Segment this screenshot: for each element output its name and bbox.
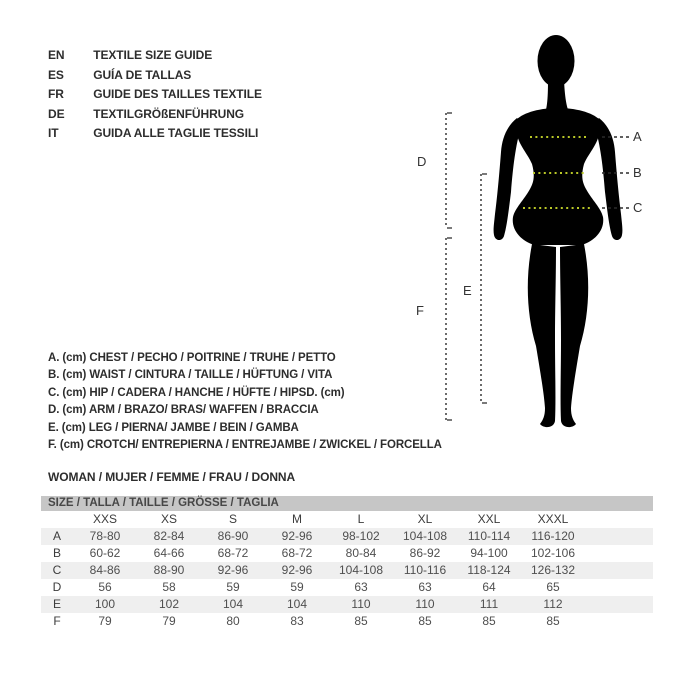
language-code: FR [48, 87, 64, 102]
table-cell: 102 [158, 597, 180, 611]
table-cell: 64 [482, 580, 496, 594]
table-cell: 68-72 [281, 546, 313, 560]
gender-heading: WOMAN / MUJER / FEMME / FRAU / DONNA [48, 470, 296, 484]
filler-cell [585, 613, 653, 630]
table-cell: 78-80 [89, 529, 121, 543]
table-row [41, 528, 653, 545]
table-cell: 85 [482, 614, 496, 628]
table-cell: 68-72 [217, 546, 249, 560]
size-table [41, 511, 653, 630]
filler-cell [585, 511, 653, 528]
arm-marker-label: D [417, 154, 427, 169]
table-cell: 94-100 [470, 546, 508, 560]
measurement-definition-arm: D. (cm) ARM / BRAZO/ BRAS/ WAFFEN / BRACCIA [48, 404, 319, 417]
language-title-block [48, 46, 262, 144]
table-cell: 80-84 [345, 546, 377, 560]
language-title: TEXTILE SIZE GUIDE [93, 48, 213, 62]
table-cell: 80 [226, 614, 240, 628]
table-cell: 82-84 [153, 529, 185, 543]
size-table-header-label: SIZE / TALLA / TAILLE / GRÖSSE / TAGLIA [48, 497, 279, 509]
table-cell: 92-96 [281, 529, 313, 543]
filler-cell [585, 545, 653, 562]
table-cell: 88-90 [153, 563, 185, 577]
filler-cell [585, 596, 653, 613]
measurement-definition-chest: A. (cm) CHEST / PECHO / POITRINE / TRUHE / PETTO [48, 352, 336, 364]
language-title: TEXTILGRÖßENFÜHRUNG [93, 106, 244, 121]
filler-cell [585, 562, 653, 579]
row-label: D [52, 580, 62, 594]
table-cell: 86-90 [217, 529, 249, 543]
language-title: GUIDA ALLE TAGLIE TESSILI [93, 126, 259, 141]
table-cell: 104 [286, 597, 308, 611]
column-header: XXL [477, 512, 501, 526]
measurement-definition-crotch: F. (cm) CROTCH/ ENTREPIERNA / ENTREJAMBE / ZWICKEL / FORCELLA [48, 438, 442, 451]
table-cell: 85 [418, 614, 432, 628]
table-cell: 63 [354, 580, 368, 594]
column-header: XS [160, 512, 177, 526]
language-row [48, 85, 262, 105]
table-cell: 65 [546, 580, 560, 594]
row-label: A [52, 529, 61, 543]
table-cell: 79 [98, 614, 112, 628]
row-label: E [52, 597, 61, 611]
language-row [48, 66, 262, 86]
table-cell: 102-106 [530, 546, 576, 560]
table-cell: 104 [222, 597, 244, 611]
table-row [41, 545, 653, 562]
table-row [41, 579, 653, 596]
table-cell: 104-108 [402, 529, 448, 543]
measurement-definition-leg: E. (cm) LEG / PIERNA/ JAMBE / BEIN / GAMBA [48, 421, 299, 434]
table-cell: 64-66 [153, 546, 185, 560]
table-cell: 104-108 [338, 563, 384, 577]
table-cell: 92-96 [281, 563, 313, 577]
table-cell: 110 [351, 597, 371, 611]
table-cell: 111 [479, 597, 499, 611]
table-cell: 110-114 [467, 529, 511, 543]
measurement-definition-waist: B. (cm) WAIST / CINTURA / TAILLE / HÜFTUNG / VITA [48, 369, 333, 382]
measurement-definitions [48, 350, 442, 454]
table-cell: 126-132 [530, 563, 576, 577]
row-label: F [53, 614, 61, 628]
table-cell: 60-62 [89, 546, 121, 560]
table-cell: 59 [226, 580, 240, 594]
table-cell: 98-102 [342, 529, 380, 543]
row-label: B [52, 546, 61, 560]
table-cell: 85 [354, 614, 368, 628]
table-cell: 79 [162, 614, 176, 628]
language-code: IT [48, 126, 59, 141]
measurement-definition-hip: C. (cm) HIP / CADERA / HANCHE / HÜFTE / HIPSD. (cm) [48, 386, 345, 399]
filler-cell [585, 579, 653, 596]
column-header: XXXL [537, 512, 569, 526]
table-cell: 92-96 [217, 563, 249, 577]
table-cell: 100 [94, 597, 116, 611]
table-cell: 59 [290, 580, 304, 594]
table-row [41, 613, 653, 630]
language-title: GUIDE DES TAILLES TEXTILE [93, 87, 262, 102]
size-table-header-bar [41, 496, 653, 511]
column-header: XXS [92, 512, 117, 526]
table-row [41, 562, 653, 579]
table-cell: 118-124 [467, 563, 511, 577]
table-row [41, 596, 653, 613]
filler-cell [585, 528, 653, 545]
waist-marker-label: B [633, 165, 642, 180]
row-label: C [52, 563, 62, 577]
hip-marker-label: C [633, 200, 643, 215]
language-code: DE [48, 106, 65, 121]
language-row [48, 124, 262, 144]
leg-marker-label: E [463, 283, 472, 298]
table-cell: 83 [290, 614, 304, 628]
table-cell: 112 [543, 597, 563, 611]
table-cell: 84-86 [89, 563, 121, 577]
column-header: M [292, 512, 302, 526]
language-row [48, 105, 262, 125]
chest-marker-label: A [633, 129, 642, 144]
language-title: GUÍA DE TALLAS [93, 67, 192, 82]
language-code: EN [48, 48, 65, 62]
column-header: S [228, 512, 237, 526]
table-cell: 85 [546, 614, 560, 628]
woman-silhouette-diagram [410, 28, 650, 438]
crotch-marker-label: F [416, 303, 424, 318]
column-header: L [357, 512, 365, 526]
column-header: XL [417, 512, 433, 526]
table-cell: 110-116 [403, 563, 447, 577]
table-cell: 56 [98, 580, 112, 594]
corner-cell [41, 511, 73, 528]
table-cell: 63 [418, 580, 432, 594]
table-cell: 116-120 [531, 529, 575, 543]
size-column-header-row [41, 511, 653, 528]
language-code: ES [48, 67, 64, 82]
table-cell: 86-92 [409, 546, 441, 560]
language-row [48, 46, 262, 66]
table-cell: 110 [415, 597, 435, 611]
table-cell: 58 [162, 580, 176, 594]
